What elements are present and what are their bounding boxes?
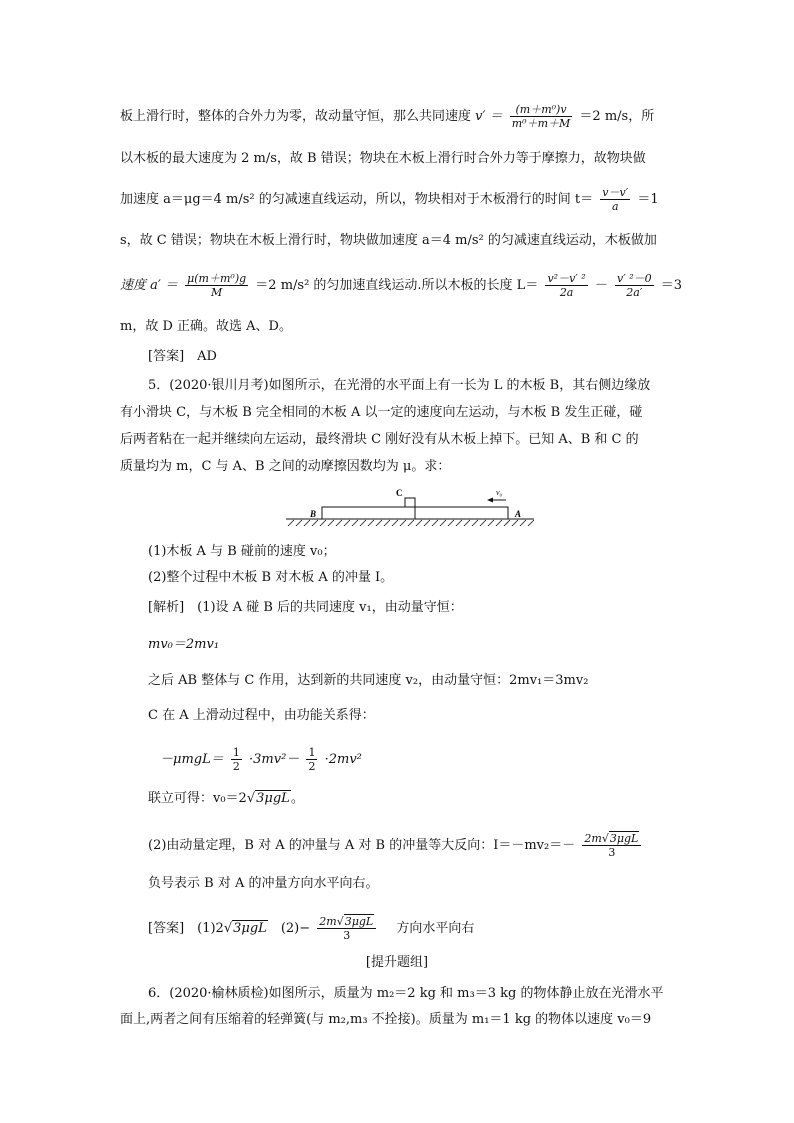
q6-line-2: 面上,两者之间有压缩着的轻弹簧(与 m₂,m₃ 不拴接)。质量为 m₁＝1 kg 的物体以速度 v₀＝9 (120, 1012, 652, 1027)
arrow-head-icon (487, 498, 493, 503)
sol-line-3: 加速度 a＝μg＝4 m/s² 的匀减速直线运动，所以，物块相对于木板滑行的时间 t＝ $\frac{v-v'}{a}$ ＝1 (120, 186, 659, 213)
board-b (322, 507, 415, 519)
sol-line-1a: 板上滑行时，整体的合外力为零，故动量守恒，那么共同速度 (120, 109, 472, 124)
analysis-7: (2)由动量定理，B 对 A 的冲量与 A 对 B 的冲量等大反向：I＝－mv₂＝－ $\frac{\text{2m√3μgL}}{3}$ (148, 832, 644, 859)
analysis-5: －μmgL＝ $\frac{1}{2}$ ·3mv²－ $\frac{1}{2}$ ·2mv² (160, 746, 362, 773)
analysis-1: [解析] (1)设 A 碰 B 后的共同速度 v₁，由动量守恒： (148, 600, 463, 615)
q5-part-1: (1)木板 A 与 B 碰前的速度 v₀； (148, 544, 336, 559)
label-b: B (310, 509, 317, 519)
board-a (415, 507, 508, 519)
label-v0: v₀ (496, 488, 503, 497)
sol-line-5: 速度 a′ ＝ $\frac{\text{μ(m＋m⁰)g}}{M}$ ＝2 m/s² 的匀加速直线运动.所以木板的长度 L＝ $\frac{\text{v²－v′ ²}}{2a}$ － $\frac{\text{v′ ²－0}}{2a'}$ ＝3 (120, 272, 683, 299)
fraction-common-velocity: $\frac{\text{(m＋m⁰)v}}{\text{m⁰＋m＋M}}$ (511, 103, 571, 130)
fraction-half-2: $\frac{1}{2}$ (308, 746, 316, 773)
ground-hatch (288, 520, 534, 526)
answer-prev: [答案] AD (148, 349, 217, 364)
sol-line-2: 以木板的最大速度为 2 m/s，故 B 错误；物块在木板上滑行时合外力等于摩擦力，故物块做 (120, 151, 646, 166)
label-a: A (515, 509, 522, 519)
fraction-length-1: $\frac{\text{v²－v′ ²}}{2a}$ (547, 272, 586, 299)
analysis-4: C 在 A 上滑动过程中，由功能关系得： (148, 708, 375, 723)
q5-line-1: 5．(2020·银川月考)如图所示，在光滑的水平面上有一长为 L 的木板 B，其右侧边缘放 (148, 378, 651, 393)
analysis-8: 负号表示 B 对 A 的冲量方向水平向右。 (148, 876, 379, 891)
q5-line-2: 有小滑块 C，与木板 B 完全相同的木板 A 以一定的速度向左运动，与木板 B 发生正碰，碰 (120, 405, 643, 420)
answer-q5: [答案] (1)2√3μgL (2)− $\frac{\text{2m√3μgL}}{3}$ 方向水平向右 (148, 915, 475, 942)
analysis-3: 之后 AB 整体与 C 作用，达到新的共同速度 v₂，由动量守恒：2mv₁＝3mv₂ (148, 673, 589, 688)
q5-line-4: 质量均为 m，C 与 A、B 之间的动摩擦因数均为 μ。求： (120, 459, 451, 474)
fraction-length-2: $\frac{\text{v′ ²－0}}{2a'}$ (617, 272, 652, 299)
q6-line-1: 6．(2020·榆林质检)如图所示，质量为 m₂＝2 kg 和 m₃＝3 kg 的物体静止放在光滑水平 (148, 986, 664, 1001)
sol-line-1 (120, 103, 654, 130)
sol-line-1b: v′ ＝ (475, 109, 503, 124)
fraction-time: $\frac{v-v'}{a}$ (602, 186, 629, 213)
fraction-answer: $\frac{\text{2m√3μgL}}{3}$ (317, 915, 376, 942)
sol-line-6: m，故 D 正确。故选 A、D。 (120, 319, 292, 334)
block-c (405, 498, 415, 507)
label-c: C (396, 488, 403, 498)
analysis-6: 联立可得：v₀＝2√3μgL。 (148, 791, 304, 806)
fraction-board-accel: $\frac{\text{μ(m＋m⁰)g}}{M}$ (187, 272, 247, 299)
q5-figure (284, 484, 536, 528)
q5-part-2: (2)整个过程中木板 B 对木板 A 的冲量 I。 (148, 570, 394, 585)
fraction-half-1: $\frac{1}{2}$ (232, 746, 240, 773)
sol-line-1c: ＝2 m/s，所 (579, 109, 655, 124)
section-heading: [提升题组] (365, 955, 429, 970)
q5-line-3: 后两者粘在一起并继续向左运动，最终滑块 C 刚好没有从木板上掉下。已知 A、B 和 C 的 (120, 432, 639, 447)
sol-line-4: s，故 C 错误；物块在木板上滑行时，物块做加速度 a＝4 m/s² 的匀减速直线运动，木板做加 (120, 233, 657, 248)
fraction-impulse: $\frac{\text{2m√3μgL}}{3}$ (582, 832, 641, 859)
analysis-2: mv₀＝2mv₁ (148, 637, 220, 652)
